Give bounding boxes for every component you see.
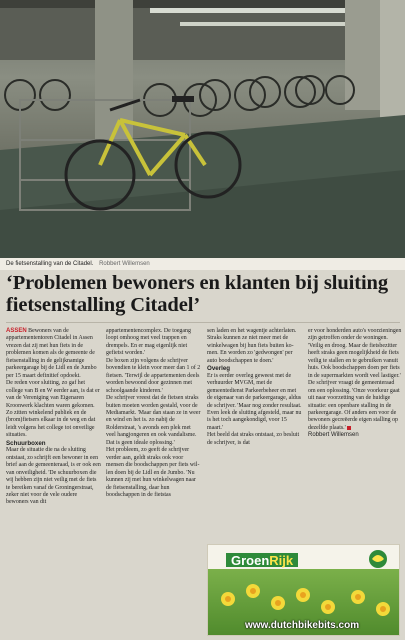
paragraph: Er is eerder overleg geweest met de verhuurder MVGM, met de gemeentedienst Parkeerbeheer en met de eigenaar van de parkeergarage, aldus de schrijver. 'Maar nog zonder resultaat. Even leek de sluiting afgesteld, maar nu is het toch aangekondigd, voor 15 maart.' (207, 372, 302, 431)
paragraph: Het probleem, zo geeft de schrijver verder aan, geldt straks ook voor mensen die boodschappen per fiets willen doen bij de Lidl en de Jumbo. 'Nu kunnen zij met hun winkelwagen naar de fietsenstalling, daar hun boodschappen in de fietstas (106, 447, 200, 498)
article-photo (0, 0, 405, 258)
dateline: ASSEN (6, 328, 27, 334)
brand-name-part-1: Groen (231, 553, 270, 568)
article-author: Robbert Willemsen (308, 432, 359, 439)
paragraph: De reden voor sluiting, zo gaf het college van B en W eerder aan, is dat er van de Vereniging van Eigenaren Kroonwerk klachten waren gekomen. Zo zitten winkelend publiek en de (brom)fietsers elkaar in de weg en dat leidt volgens het college tot onveilige situaties. (6, 380, 100, 439)
end-mark-icon (347, 426, 351, 430)
paragraph: sen laden en het wagentje achterlaten. Straks kunnen ze niet meer met de winkelwagen bij hun fiets buiten komen. En worden zo 'gedwongen' per auto boodschappen te doen.' (207, 328, 297, 364)
article-column-2 (106, 328, 202, 499)
subheading-schuurboxen: Schuurboxen (6, 439, 46, 447)
photo-credit: Robbert Willemsen (99, 261, 150, 267)
parking-garage-image (0, 0, 405, 258)
paragraph: De boxen zijn volgens de schrijver bovendien te klein voor meer dan 1 of 2 fietsen. 'Terwijl de appartementen deels worden bewoond door gezinnen met schoolgaande kinderen.' (106, 357, 201, 394)
paragraph: er voor honderden auto's voorzieningen zijn getroffen onder de woningen. 'Veilig en droog. Maar de fietsbezitter heeft straks geen mogelijkheid de fiets veilig te stallen en te gebruiken vanuit huis. Ook boodschappen doen per fiets in de supermarkten wordt veel lastiger.' (308, 328, 402, 379)
article-headline: ‘Problemen bewoners en klanten bij sluiting fietsenstalling Citadel’ (6, 272, 388, 316)
intro-text: Bewoners van de appartemententoren Citadel in Assen vrezen dat zij met hun fiets in de problemen komen als de gemeente de fietsenstalling in de gelijknamige parkeergarage bij de Lidl en de Jumbo per 15 maart definitief opdoekt. (6, 328, 97, 379)
article-column-1 (6, 328, 101, 507)
watermark-text: www.dutchbikebits.com (245, 620, 360, 631)
paragraph: appartementencomplex. De toegang loopt omhoog met veel trappen en drempels. En er mag eigenlijk niet gefietst worden.' (106, 328, 191, 357)
photo-caption (0, 258, 405, 270)
photo-caption-text: De fietsenstalling van de Citadel. (6, 261, 94, 267)
subheading-overleg: Overleg (207, 365, 231, 373)
paragraph: Maar de situatie die na de sluiting ontstaat, zo schrijft een bewoner in een brief aan de gemeenteraad, is er ook een van onveiligheid. 'De schuurboxen die wij hebben zijn niet veilig met de fiets te bereiken vanaf de Groningerstraat, zeker niet voor de vele oudere bewoners van dit (6, 447, 101, 506)
paragraph-intro (6, 328, 101, 380)
leaf-icon (363, 549, 393, 569)
article-column-3 (207, 328, 303, 447)
article-column-4 (308, 328, 402, 440)
groenrijk-logo (226, 553, 298, 567)
paragraph: Het beeld dat straks ontstaat, zo besluit de schrijver, is dat (207, 432, 300, 446)
paragraph-closing (308, 380, 402, 432)
brand-name-part-2: Rijk (269, 553, 294, 568)
paragraph: De schrijver vreest dat de fietsen straks buiten moeten worden gestald, voor de Mediamarkt. 'Maar dan staan ze in weer en wind en het is. zo nabij de Rolderstraat, 's avonds een plek met veel hangjongeren en ook vandalisme. Dat is geen ideale oplossing.' (106, 395, 201, 446)
headline-divider (6, 322, 400, 323)
closing-text: De schrijver vraagt de gemeenteraad om een oplossing. 'Onze voorkeur gaat uit naar voorzetting van de huidige situatie: een openbare stalling in de parkeergarage. Of anders een voor de bewoners gecreëerde eigen stalling op dezelfde plaats.' (308, 380, 400, 431)
